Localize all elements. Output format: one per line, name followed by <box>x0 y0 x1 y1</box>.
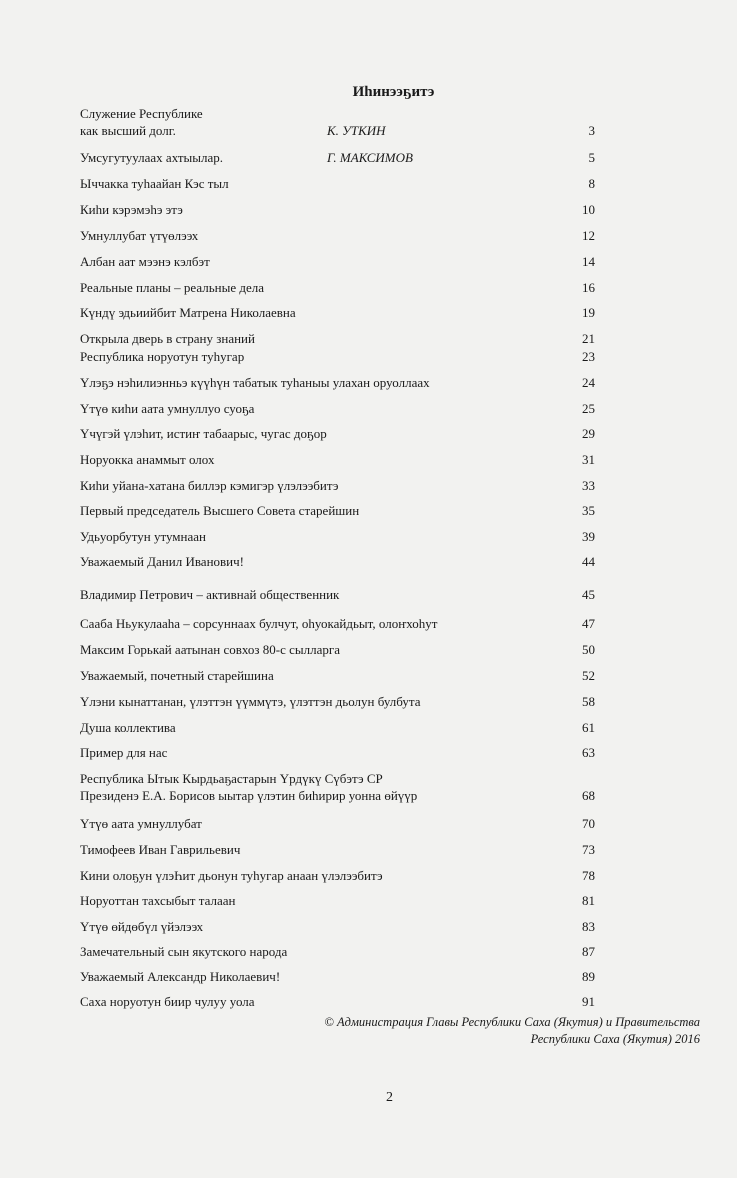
toc-entry <box>80 770 595 804</box>
toc-entry <box>80 330 595 347</box>
toc-entry <box>80 477 595 494</box>
toc-entry-page: 3 <box>588 123 595 138</box>
contents-title <box>0 84 737 101</box>
toc-entry-title: Албан аат мээнэ кэлбэт <box>80 254 210 269</box>
toc-entry-page: 47 <box>582 616 595 631</box>
toc-entry <box>80 841 595 858</box>
toc-entry <box>80 667 595 684</box>
toc-entry-page: 63 <box>582 745 595 760</box>
toc-entry-title: как высший долг. <box>80 123 176 138</box>
toc-entry-page: 12 <box>582 228 595 243</box>
toc-entry <box>80 815 595 832</box>
toc-entry-title: Уважаемый Александр Николаевич! <box>80 969 281 984</box>
toc-entry-title: Үчүгэй үлэһит, истиҥ табаарыс, чугас доҕор <box>80 426 327 441</box>
toc-entry <box>80 400 595 417</box>
toc-entry <box>80 528 595 545</box>
toc-entry-page: 70 <box>582 816 595 831</box>
toc-entry-title: Үлэни кынаттанан, үлэттэн үүммүтэ, үлэттэн дьолун булбута <box>80 694 421 709</box>
toc-entry-page: 21 <box>582 331 595 346</box>
toc-entry-title: Президенэ Е.А. Борисов ыытар үлэтин биһирир уонна өйүүр <box>80 788 418 803</box>
toc-entry-title: Үтүө киһи аата умнуллуо суоҕа <box>80 401 255 416</box>
toc-entry-page: 14 <box>582 254 595 269</box>
toc-entry <box>80 744 595 761</box>
toc-entry-page: 78 <box>582 868 595 883</box>
toc-entry-title: Тимофеев Иван Гаврильевич <box>80 842 241 857</box>
toc-entry-page: 25 <box>582 401 595 416</box>
toc-entry <box>80 105 595 139</box>
toc-entry-title: Первый председатель Высшего Совета старейшин <box>80 503 360 518</box>
toc-entry-author: К. УТКИН <box>327 123 386 138</box>
toc-entry-page: 73 <box>582 842 595 857</box>
copyright-line-1: © Администрация Главы Республики Саха (Якутия) и Правительства <box>324 1015 700 1029</box>
toc-entry <box>80 348 595 365</box>
toc-entry-page: 23 <box>582 349 595 364</box>
toc-entry-title: Үлэҕэ нэһилиэнньэ күүһүн табатык туһаныы улахан оруоллаах <box>80 375 430 390</box>
toc-entry-page: 91 <box>582 994 595 1009</box>
toc-entry-title: Республика Ытык Кырдьаҕастарын Үрдүкү Сүбэтэ СР <box>80 771 383 786</box>
toc-entry-page: 68 <box>582 788 595 803</box>
toc-entry-title: Кини олоҕун үлэҺит дьонун туһугар анаан үлэлээбитэ <box>80 868 383 883</box>
toc-entry-title: Владимир Петрович – активнай общественник <box>80 587 340 602</box>
toc-entry <box>80 425 595 442</box>
toc-entry-title: Норуоттан тахсыбыт талаан <box>80 893 236 908</box>
toc-entry-title: Киһи уйана-хатана биллэр кэмигэр үлэлээбитэ <box>80 478 339 493</box>
copyright-line-2: Республики Саха (Якутия) 2016 <box>530 1032 700 1046</box>
toc-entry-page: 89 <box>582 969 595 984</box>
copyright-notice <box>324 1014 700 1048</box>
toc-entry-page: 58 <box>582 694 595 709</box>
toc-entry <box>80 867 595 884</box>
toc-entry-page: 24 <box>582 375 595 390</box>
toc-entry-page: 61 <box>582 720 595 735</box>
toc-entry-page: 50 <box>582 642 595 657</box>
toc-entry-page: 35 <box>582 503 595 518</box>
toc-entry <box>80 253 595 270</box>
toc-entry <box>80 918 595 935</box>
toc-entry-title: Сааба Ньукулааһа – сорсуннаах булчут, оһуокайдьыт, олоҥхоһут <box>80 616 438 631</box>
toc-entry-title: Умсугутуулаах ахтыылар. <box>80 150 224 165</box>
toc-entry <box>80 201 595 218</box>
toc-entry-title: Душа коллектива <box>80 720 176 735</box>
toc-entry-title: Уважаемый Данил Иванович! <box>80 554 244 569</box>
toc-entry <box>80 553 595 570</box>
toc-entry-page: 44 <box>582 554 595 569</box>
toc-entry-page: 81 <box>582 893 595 908</box>
toc-entry <box>80 586 595 603</box>
toc-entry-page: 5 <box>588 150 595 165</box>
toc-entry <box>80 451 595 468</box>
toc-entry <box>80 502 595 519</box>
toc-entry-page: 83 <box>582 919 595 934</box>
toc-entry <box>80 693 595 710</box>
toc-entry <box>80 892 595 909</box>
toc-entry <box>80 227 595 244</box>
toc-entry-title: Үтүө аата умнуллубат <box>80 816 202 831</box>
toc-entry <box>80 175 595 192</box>
toc-entry-page: 87 <box>582 944 595 959</box>
toc-entry <box>80 719 595 736</box>
toc-entry <box>80 304 595 321</box>
toc-entry-title: Киһи кэрэмэһэ этэ <box>80 202 183 217</box>
toc-entry-title: Пример для нас <box>80 745 168 760</box>
toc-entry-title: Норуокка анаммыт олох <box>80 452 215 467</box>
toc-entry-title: Замечательный сын якутского народа <box>80 944 288 959</box>
toc-entry-page: 33 <box>582 478 595 493</box>
toc-entry <box>80 943 595 960</box>
toc-entry-title: Күндү эдьиийбит Матрена Николаевна <box>80 305 296 320</box>
toc-entry-page: 29 <box>582 426 595 441</box>
toc-entry <box>80 149 595 166</box>
toc-entry <box>80 641 595 658</box>
toc-entry-title: Удьуорбутун утумнаан <box>80 529 206 544</box>
toc-entry-title: Реальные планы – реальные дела <box>80 280 264 295</box>
toc-entry-title: Служение Республике <box>80 106 203 121</box>
toc-entry-title: Открыла дверь в страну знаний <box>80 331 255 346</box>
toc-entry-page: 39 <box>582 529 595 544</box>
toc-entry-title: Уважаемый, почетный старейшина <box>80 668 274 683</box>
toc-entry-page: 52 <box>582 668 595 683</box>
toc-entry-page: 45 <box>582 587 595 602</box>
toc-entry <box>80 279 595 296</box>
toc-entry-page: 8 <box>588 176 595 191</box>
toc-entry-title: Ыччакка туһаайан Кэс тыл <box>80 176 229 191</box>
toc-entry <box>80 615 595 632</box>
toc-entry-title: Максим Горькай аатынан совхоз 80-с сылларга <box>80 642 340 657</box>
page-number: 2 <box>386 1090 393 1105</box>
toc-entry <box>80 374 595 391</box>
toc-entry-page: 16 <box>582 280 595 295</box>
toc-entry <box>80 993 595 1010</box>
toc-entry <box>80 968 595 985</box>
toc-entry-page: 19 <box>582 305 595 320</box>
toc-entry-title: Умнуллубат үтүөлээх <box>80 228 199 243</box>
toc-entry-author: Г. МАКСИМОВ <box>327 150 413 165</box>
toc-entry-title: Республика норуотун туһугар <box>80 349 245 364</box>
contents-title-text: Иһинээҕитэ <box>352 84 435 100</box>
toc-entry-page: 10 <box>582 202 595 217</box>
toc-entry-page: 31 <box>582 452 595 467</box>
toc-entry-title: Саха норуотун биир чулуу уола <box>80 994 255 1009</box>
toc-entry-title: Үтүө өйдөбүл үйэлээх <box>80 919 204 934</box>
